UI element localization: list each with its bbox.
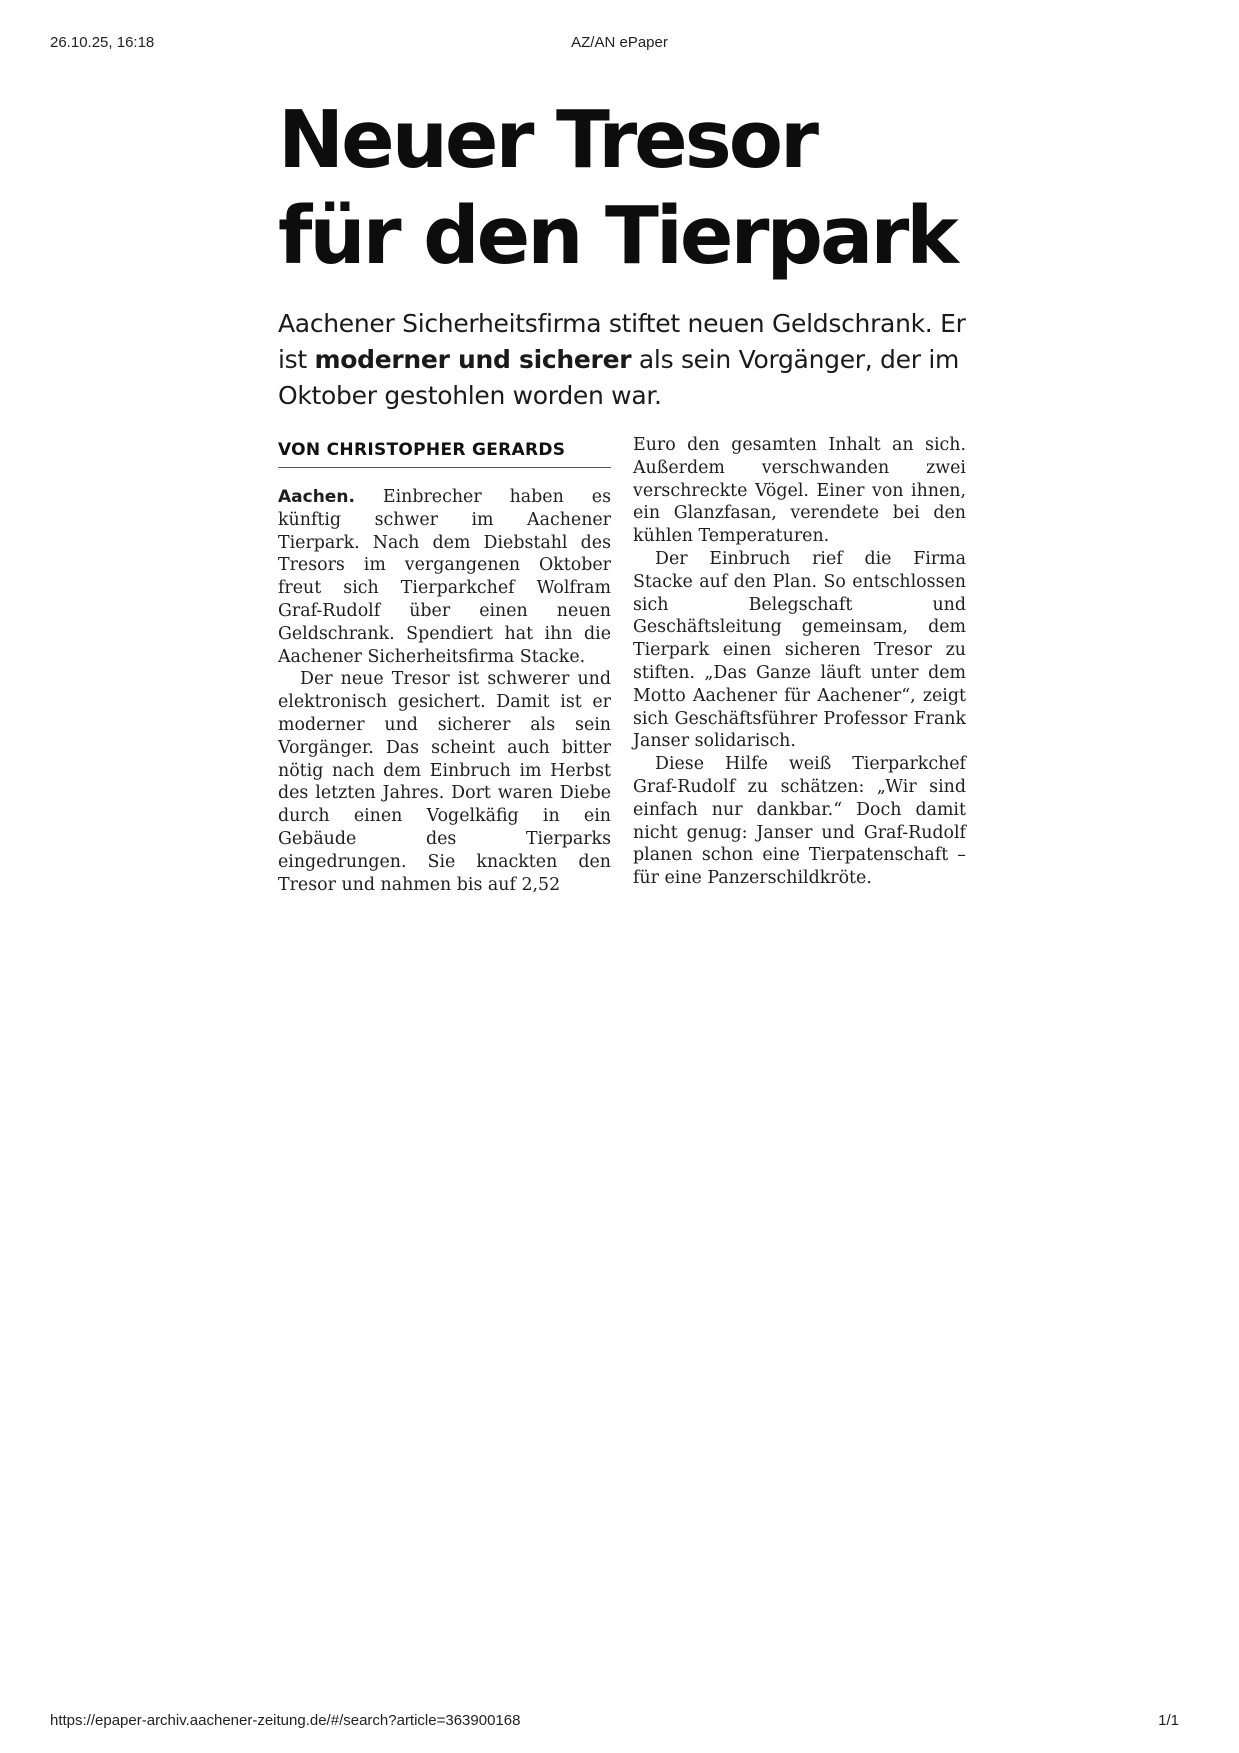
print-title: AZ/AN ePaper: [571, 34, 668, 51]
paragraph-1-text: Einbrecher haben es künftig schwer im Aachener Tierpark. Nach dem Diebstahl des Tresors im vergangenen Oktober freut sich Tierparkchef Wolfram Graf-Rudolf über einen neuen Geldschrank. Spendiert hat ihn die Aachener Sicherheitsfirma Stacke.: [278, 487, 611, 667]
paragraph-4: Der Einbruch rief die Firma Stacke auf den Plan. So entschlossen sich Belegschaft und Geschäftsleitung gemeinsam, dem Tierpark einen sicheren Tresor zu stiften. „Das Ganze läuft unter dem Motto Aachener für Aachener“, zeigt sich Geschäftsführer Professor Frank Janser solidarisch.: [633, 548, 966, 752]
source-url: https://epaper-archiv.aachener-zeitung.de/#/search?article=363900168: [50, 1712, 521, 1729]
headline-line-2: für den Tierpark: [278, 190, 956, 282]
byline: VON CHRISTOPHER GERARDS: [278, 439, 611, 468]
subheadline: [278, 306, 968, 414]
paragraph-2: Der neue Tresor ist schwerer und elektronisch gesichert. Damit ist er moderner und sicherer als sein Vorgänger. Das scheint auch bitter nötig nach dem Einbruch im Herbst des letzten Jahres. Dort waren Diebe durch einen Vogelkäfig in ein Gebäude des Tierparks eingedrungen. Sie knackten den Tresor und nahmen bis auf 2,52: [278, 669, 611, 895]
page-number: 1/1: [1158, 1712, 1179, 1729]
column-right: [633, 434, 966, 890]
paragraph-3: Euro den gesamten Inhalt an sich. Außerdem verschwanden zwei verschreckte Vögel. Einer von ihnen, ein Glanzfasan, verendete bei den kühlen Temperaturen.: [633, 435, 966, 547]
subhead-text-2: als sein Vorgänger, der im Oktober gestohlen worden war.: [278, 345, 960, 410]
column-left: [278, 439, 611, 896]
dateline: Aachen.: [278, 487, 355, 507]
article: [278, 92, 968, 895]
paragraph-5: Diese Hilfe weiß Tierparkchef Graf-Rudolf zu schätzen: „Wir sind einfach nur dankbar.“ Doch damit nicht genug: Janser und Graf-Rudolf planen schon eine Tierpatenschaft – für eine Panzerschildkröte.: [633, 754, 966, 889]
subhead-bold: moderner und sicherer: [314, 345, 632, 374]
paragraph-1: [278, 486, 611, 668]
print-header: [50, 34, 1189, 54]
headline: [278, 92, 968, 284]
subhead-text-1: Aachener Sicherheitsfirma stiftet neuen Geldschrank. Er ist: [278, 309, 966, 374]
headline-line-1: Neuer Tresor: [278, 94, 816, 186]
print-footer: [50, 1712, 1189, 1732]
print-datetime: 26.10.25, 16:18: [50, 34, 155, 51]
